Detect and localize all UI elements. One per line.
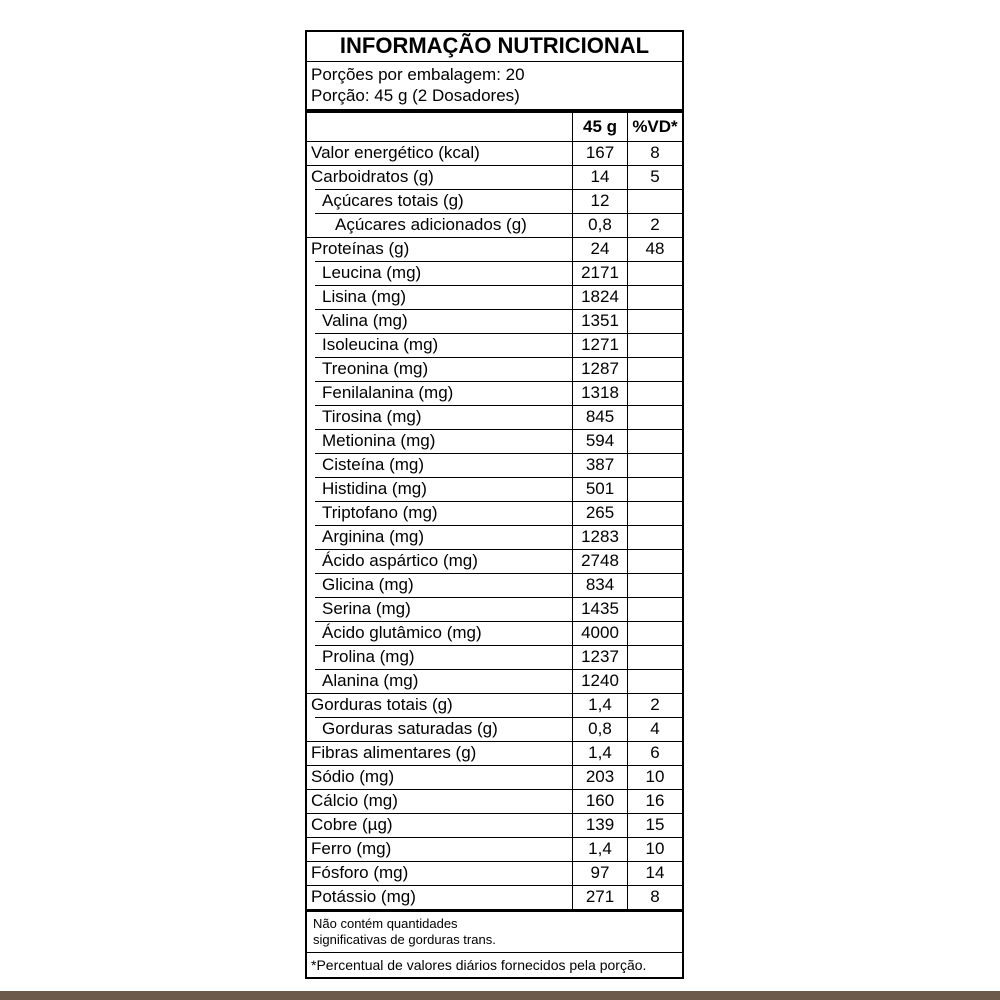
nutrient-label: Potássio (mg): [311, 887, 416, 906]
nutrient-label: Alanina (mg): [322, 671, 419, 690]
table-row: [307, 837, 682, 861]
nutrient-dv: [627, 669, 682, 693]
table-row: [307, 453, 682, 477]
nutrient-dv: [627, 333, 682, 357]
nutrient-amount: 2171: [572, 261, 627, 285]
nutrient-amount: 160: [572, 789, 627, 813]
nutrient-label: Isoleucina (mg): [322, 335, 439, 354]
nutrient-amount: 834: [572, 573, 627, 597]
nutrient-amount: 845: [572, 405, 627, 429]
nutrient-label: Cisteína (mg): [322, 455, 425, 474]
nutrient-amount: 1,4: [572, 741, 627, 765]
portion-info: [307, 62, 682, 113]
nutrient-label: Tirosina (mg): [322, 407, 422, 426]
table-row: [307, 501, 682, 525]
trans-fat-note-line2: significativas de gorduras trans.: [313, 932, 496, 947]
nutrient-dv: 16: [627, 789, 682, 813]
table-row: [307, 765, 682, 789]
nutrient-label: Treonina (mg): [322, 359, 429, 378]
column-header-spacer: [307, 113, 572, 141]
nutrient-label: Triptofano (mg): [322, 503, 438, 522]
nutrient-amount: 1240: [572, 669, 627, 693]
table-row: [307, 861, 682, 885]
nutrient-amount: 97: [572, 861, 627, 885]
nutrient-dv: [627, 525, 682, 549]
table-row: [307, 429, 682, 453]
nutrient-label: Valina (mg): [322, 311, 408, 330]
nutrient-dv: 4: [627, 717, 682, 741]
nutrient-label: Fenilalanina (mg): [322, 383, 454, 402]
nutrient-dv: [627, 549, 682, 573]
table-row: [307, 309, 682, 333]
nutrient-dv: 8: [627, 141, 682, 165]
table-row: [307, 141, 682, 165]
table-row: [307, 213, 682, 237]
nutrient-label: Arginina (mg): [322, 527, 425, 546]
nutrient-label: Glicina (mg): [322, 575, 414, 594]
nutrient-amount: 0,8: [572, 213, 627, 237]
nutrient-label: Valor energético (kcal): [311, 143, 480, 162]
daily-value-footnote: *Percentual de valores diários fornecidos pela porção.: [307, 952, 682, 977]
nutrient-dv: [627, 453, 682, 477]
nutrient-dv: [627, 429, 682, 453]
nutrient-dv: 6: [627, 741, 682, 765]
nutrient-dv: 2: [627, 693, 682, 717]
nutrient-label: Gorduras totais (g): [311, 695, 453, 714]
column-header-dv: %VD*: [627, 113, 682, 141]
nutrient-dv: [627, 285, 682, 309]
nutrient-label: Prolina (mg): [322, 647, 415, 666]
table-row: [307, 741, 682, 765]
nutrient-dv: [627, 189, 682, 213]
column-header-row: [307, 113, 682, 141]
nutrient-amount: 14: [572, 165, 627, 189]
table-row: [307, 261, 682, 285]
nutrient-dv: [627, 501, 682, 525]
nutrition-rows: [307, 141, 682, 909]
nutrient-label: Fósforo (mg): [311, 863, 409, 882]
nutrient-label: Lisina (mg): [322, 287, 407, 306]
nutrient-amount: 1237: [572, 645, 627, 669]
nutrient-label: Carboidratos (g): [311, 167, 434, 186]
nutrient-amount: 4000: [572, 621, 627, 645]
nutrient-amount: 1,4: [572, 693, 627, 717]
nutrient-label: Fibras alimentares (g): [311, 743, 477, 762]
table-row: [307, 717, 682, 741]
nutrient-label: Açúcares adicionados (g): [335, 215, 527, 234]
table-row: [307, 597, 682, 621]
nutrient-label: Cobre (µg): [311, 815, 393, 834]
nutrient-dv: 10: [627, 765, 682, 789]
nutrient-amount: 594: [572, 429, 627, 453]
table-row: [307, 645, 682, 669]
nutrient-dv: [627, 405, 682, 429]
nutrient-label: Sódio (mg): [311, 767, 395, 786]
nutrient-amount: 501: [572, 477, 627, 501]
nutrient-amount: 2748: [572, 549, 627, 573]
nutrient-amount: 139: [572, 813, 627, 837]
nutrient-label: Proteínas (g): [311, 239, 410, 258]
table-row: [307, 813, 682, 837]
nutrient-label: Ácido aspártico (mg): [322, 551, 478, 570]
trans-fat-note: [307, 909, 682, 952]
table-row: [307, 885, 682, 909]
nutrient-label: Histidina (mg): [322, 479, 427, 498]
nutrient-amount: 1,4: [572, 837, 627, 861]
nutrient-dv: 48: [627, 237, 682, 261]
nutrient-dv: 10: [627, 837, 682, 861]
nutrient-dv: [627, 573, 682, 597]
table-row: [307, 573, 682, 597]
nutrient-amount: 203: [572, 765, 627, 789]
table-row: [307, 669, 682, 693]
nutrient-amount: 387: [572, 453, 627, 477]
nutrient-label: Serina (mg): [322, 599, 411, 618]
nutrient-label: Cálcio (mg): [311, 791, 398, 810]
nutrient-dv: [627, 309, 682, 333]
table-row: [307, 357, 682, 381]
serving-size: Porção: 45 g (2 Dosadores): [311, 86, 520, 105]
table-row: [307, 237, 682, 261]
nutrient-amount: 1271: [572, 333, 627, 357]
nutrient-dv: [627, 477, 682, 501]
nutrient-dv: 14: [627, 861, 682, 885]
nutrient-amount: 1283: [572, 525, 627, 549]
table-row: [307, 621, 682, 645]
table-row: [307, 333, 682, 357]
nutrient-label: Gorduras saturadas (g): [322, 719, 498, 738]
column-header-amount: 45 g: [572, 113, 627, 141]
nutrient-dv: 2: [627, 213, 682, 237]
table-row: [307, 525, 682, 549]
nutrient-label: Ferro (mg): [311, 839, 392, 858]
nutrient-dv: [627, 645, 682, 669]
nutrient-amount: 1824: [572, 285, 627, 309]
nutrient-amount: 12: [572, 189, 627, 213]
bottom-accent-bar: [0, 991, 1000, 1000]
nutrient-label: Ácido glutâmico (mg): [322, 623, 482, 642]
nutrient-amount: 167: [572, 141, 627, 165]
table-row: [307, 693, 682, 717]
nutrient-dv: [627, 381, 682, 405]
nutrient-dv: 5: [627, 165, 682, 189]
nutrient-amount: 24: [572, 237, 627, 261]
nutrient-amount: 1351: [572, 309, 627, 333]
nutrient-amount: 271: [572, 885, 627, 909]
table-row: [307, 381, 682, 405]
table-row: [307, 549, 682, 573]
nutrient-dv: [627, 597, 682, 621]
table-row: [307, 477, 682, 501]
nutrient-dv: [627, 261, 682, 285]
nutrient-amount: 1318: [572, 381, 627, 405]
nutrient-amount: 1435: [572, 597, 627, 621]
nutrient-dv: 8: [627, 885, 682, 909]
table-row: [307, 405, 682, 429]
table-row: [307, 285, 682, 309]
nutrient-label: Açúcares totais (g): [322, 191, 464, 210]
nutrient-amount: 0,8: [572, 717, 627, 741]
nutrient-amount: 1287: [572, 357, 627, 381]
nutrient-label: Leucina (mg): [322, 263, 422, 282]
nutrient-dv: [627, 357, 682, 381]
table-row: [307, 165, 682, 189]
nutrition-facts-table: [305, 30, 684, 979]
nutrient-dv: 15: [627, 813, 682, 837]
nutrient-dv: [627, 621, 682, 645]
table-row: [307, 789, 682, 813]
nutrient-label: Metionina (mg): [322, 431, 436, 450]
label-title: INFORMAÇÃO NUTRICIONAL: [307, 32, 682, 62]
table-row: [307, 189, 682, 213]
servings-per-package: Porções por embalagem: 20: [311, 65, 525, 84]
nutrient-amount: 265: [572, 501, 627, 525]
trans-fat-note-line1: Não contém quantidades: [313, 916, 458, 931]
